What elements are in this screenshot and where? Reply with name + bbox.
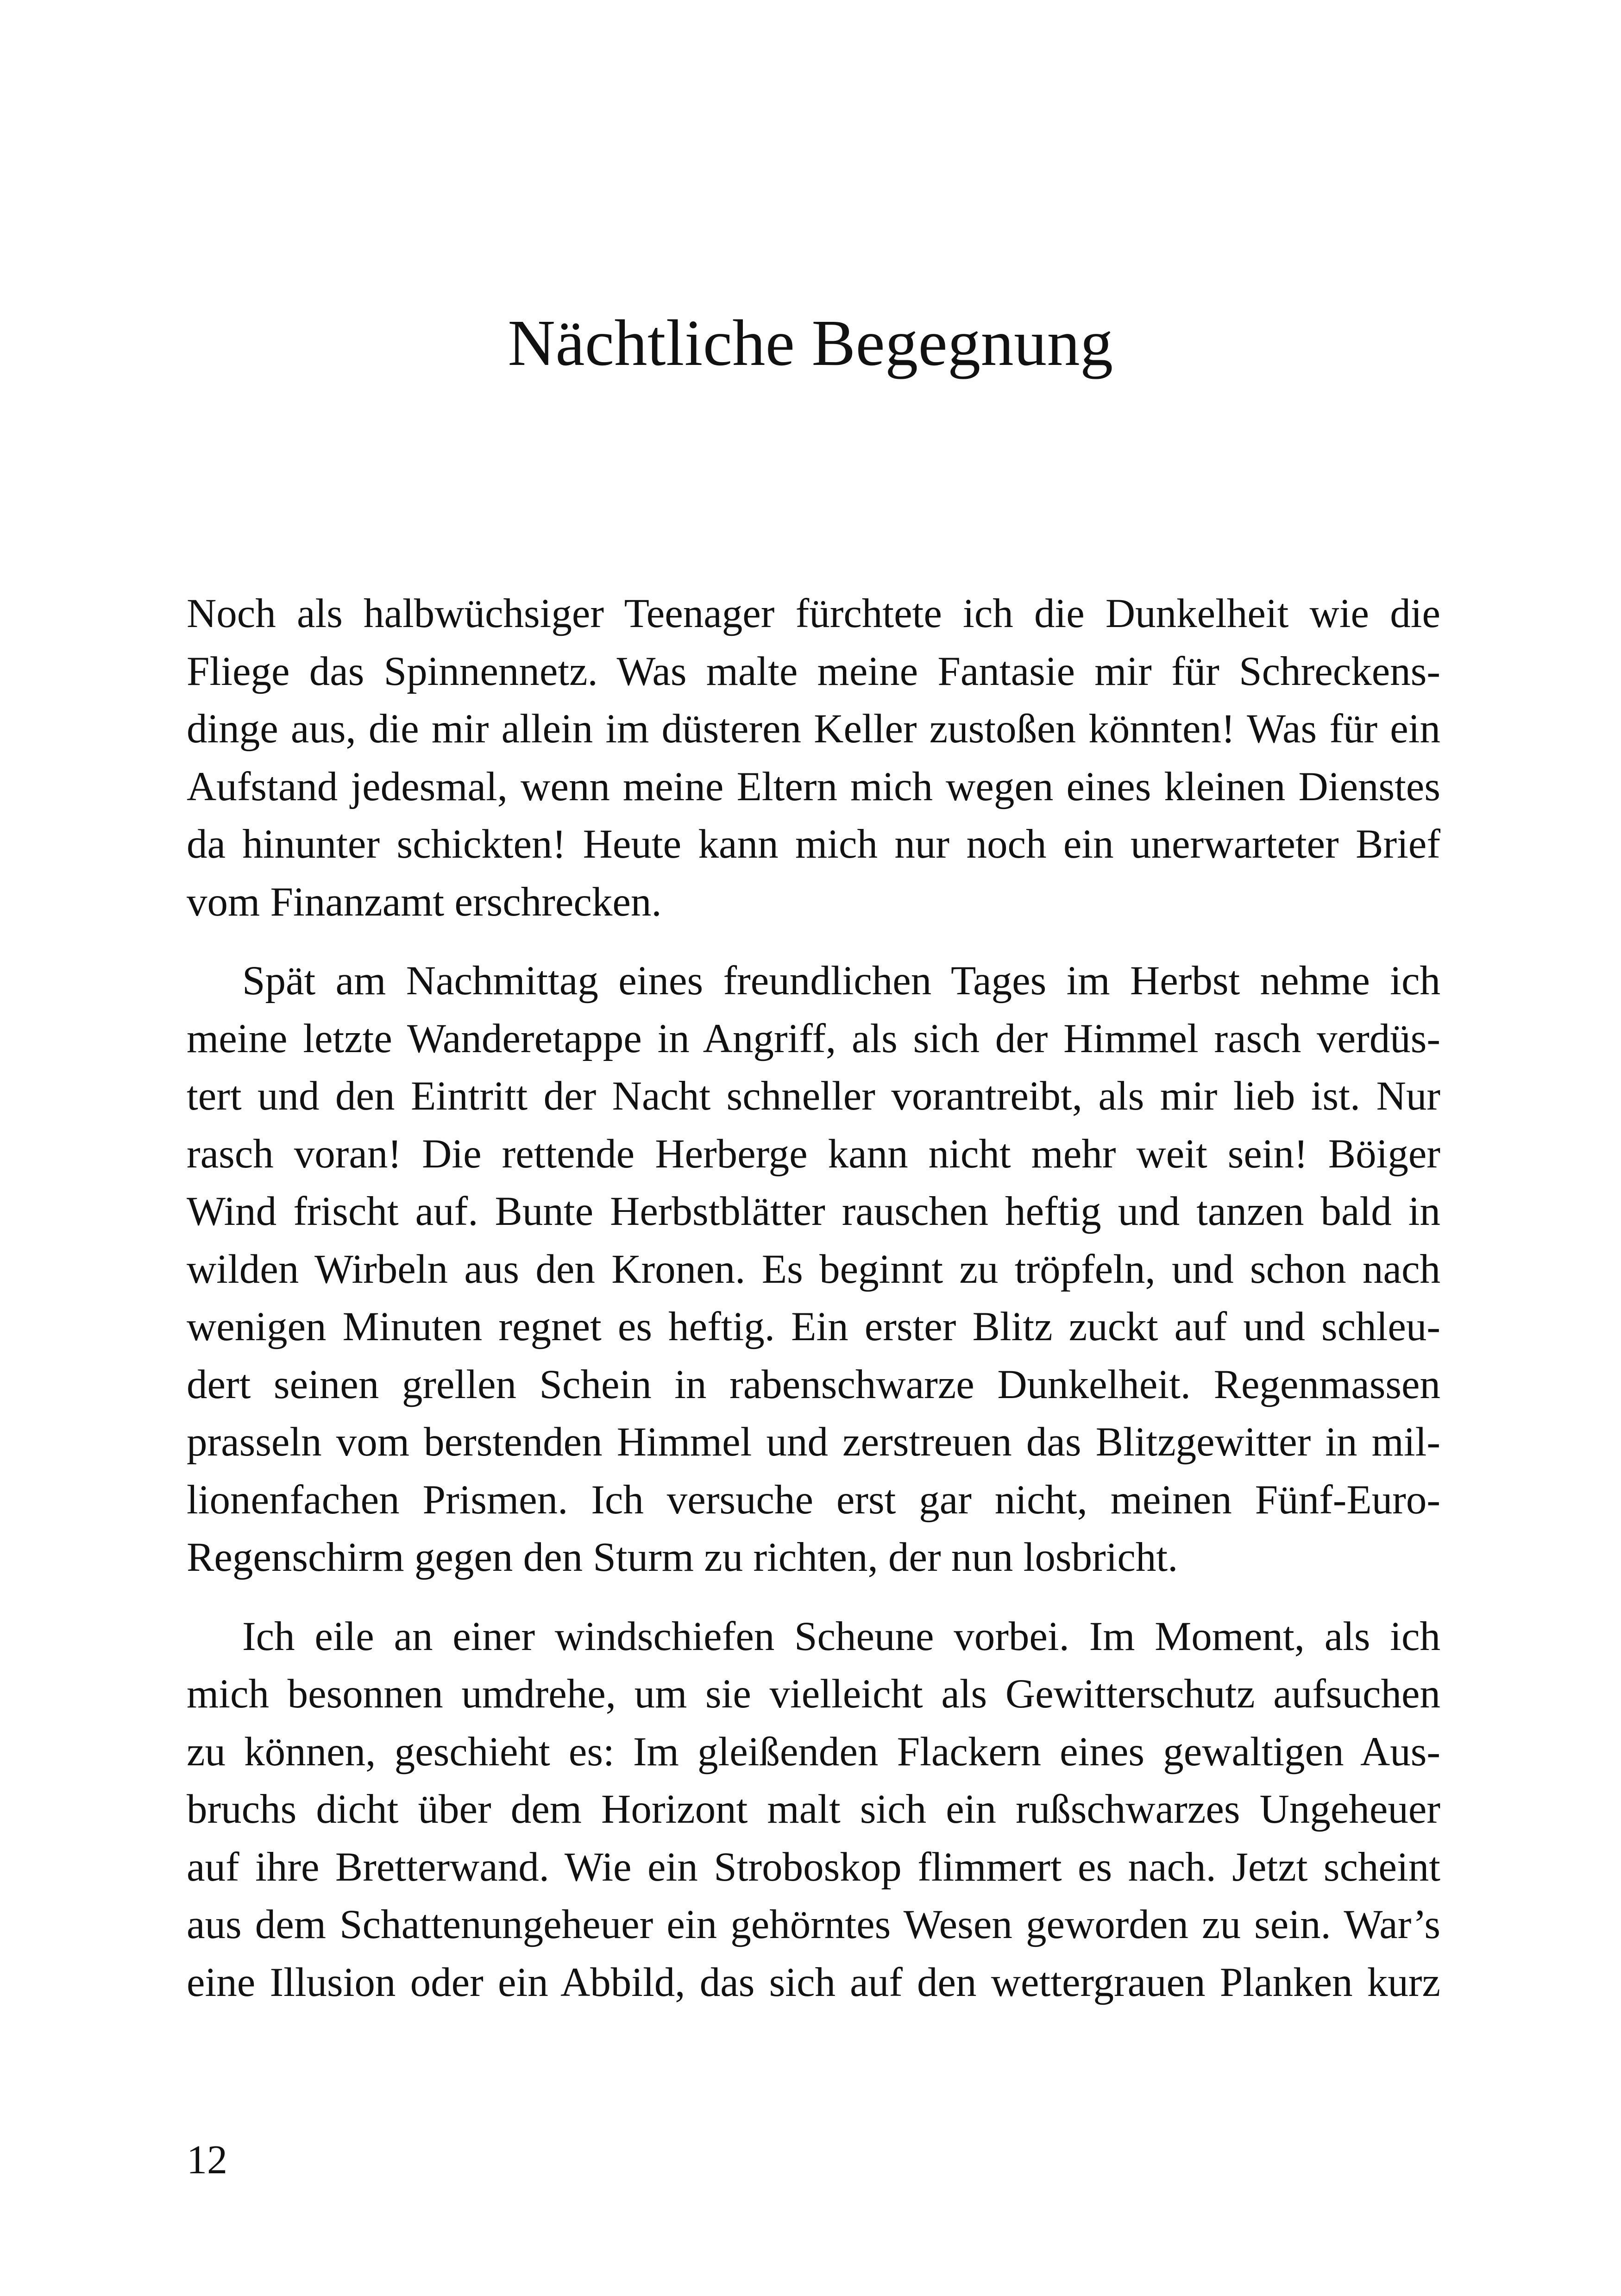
- text-line: da hinunter schickten! Heute kann mich nur noch ein unerwarteter Brief: [187, 822, 1440, 867]
- text-line: auf ihre Bretterwand. Wie ein Stroboskop flimmert es nach. Jetzt scheint: [187, 1844, 1440, 1890]
- text-line: Spät am Nachmittag eines freundlichen Tages im Herbst nehme ich: [242, 958, 1440, 1004]
- text-line: Ich eile an einer windschiefen Scheune vorbei. Im Moment, als ich: [242, 1613, 1440, 1659]
- text-line: Noch als halbwüchsiger Teenager fürchtete ich die Dunkelheit wie die: [187, 591, 1440, 636]
- chapter-title: Nächtliche Begegnung: [508, 306, 1113, 379]
- paragraph-3: [187, 1608, 1440, 2012]
- text-line: zu können, geschieht es: Im gleißenden Flackern eines gewaltigen Aus-: [187, 1729, 1440, 1775]
- text-line: dinge aus, die mir allein im düsteren Keller zustoßen könnten! Was für ein: [187, 706, 1440, 752]
- text-line: rasch voran! Die rettende Herberge kann nicht mehr weit sein! Böiger: [187, 1131, 1440, 1177]
- text-line: Wind frischt auf. Bunte Herbstblätter rauschen heftig und tanzen bald in: [187, 1189, 1440, 1234]
- paragraph-1: [187, 585, 1440, 931]
- text-line: lionenfachen Prismen. Ich versuche erst gar nicht, meinen Fünf-Euro-: [187, 1477, 1440, 1523]
- text-line: Regenschirm gegen den Sturm zu richten, der nun losbricht.: [187, 1535, 1178, 1580]
- text-line: dert seinen grellen Schein in rabenschwarze Dunkelheit. Regenmassen: [187, 1361, 1440, 1407]
- text-line: tert und den Eintritt der Nacht schneller vorantreibt, als mir lieb ist. Nur: [187, 1073, 1440, 1119]
- text-line: mich besonnen umdrehe, um sie vielleicht als Gewitterschutz aufsuchen: [187, 1671, 1440, 1717]
- text-line: bruchs dicht über dem Horizont malt sich ein rußschwarzes Ungeheuer: [187, 1787, 1440, 1832]
- paragraph-spacer: [187, 1587, 1440, 1608]
- text-line: wilden Wirbeln aus den Kronen. Es beginnt zu tröpfeln, und schon nach: [187, 1246, 1440, 1292]
- text-line: Fliege das Spinnennetz. Was malte meine Fantasie mir für Schreckens-: [187, 648, 1440, 694]
- text-line: wenigen Minuten regnet es heftig. Ein erster Blitz zuckt auf und schleu-: [187, 1304, 1440, 1349]
- text-line: Aufstand jedesmal, wenn meine Eltern mich wegen eines kleinen Dienstes: [187, 764, 1440, 809]
- text-line: prasseln vom berstenden Himmel und zerstreuen das Blitzgewitter in mil-: [187, 1419, 1440, 1465]
- body-text: [187, 585, 1440, 2011]
- text-line: eine Illusion oder ein Abbild, das sich auf den wettergrauen Planken kurz: [187, 1959, 1440, 2005]
- paragraph-2: [187, 952, 1440, 1587]
- text-line: aus dem Schattenungeheuer ein gehörntes Wesen geworden zu sein. War’s: [187, 1902, 1440, 1947]
- paragraph-spacer: [187, 931, 1440, 952]
- page-number: 12: [187, 2138, 227, 2183]
- text-line: vom Finanzamt erschrecken.: [187, 879, 662, 925]
- text-line: meine letzte Wanderetappe in Angriff, als sich der Himmel rasch verdüs-: [187, 1016, 1440, 1061]
